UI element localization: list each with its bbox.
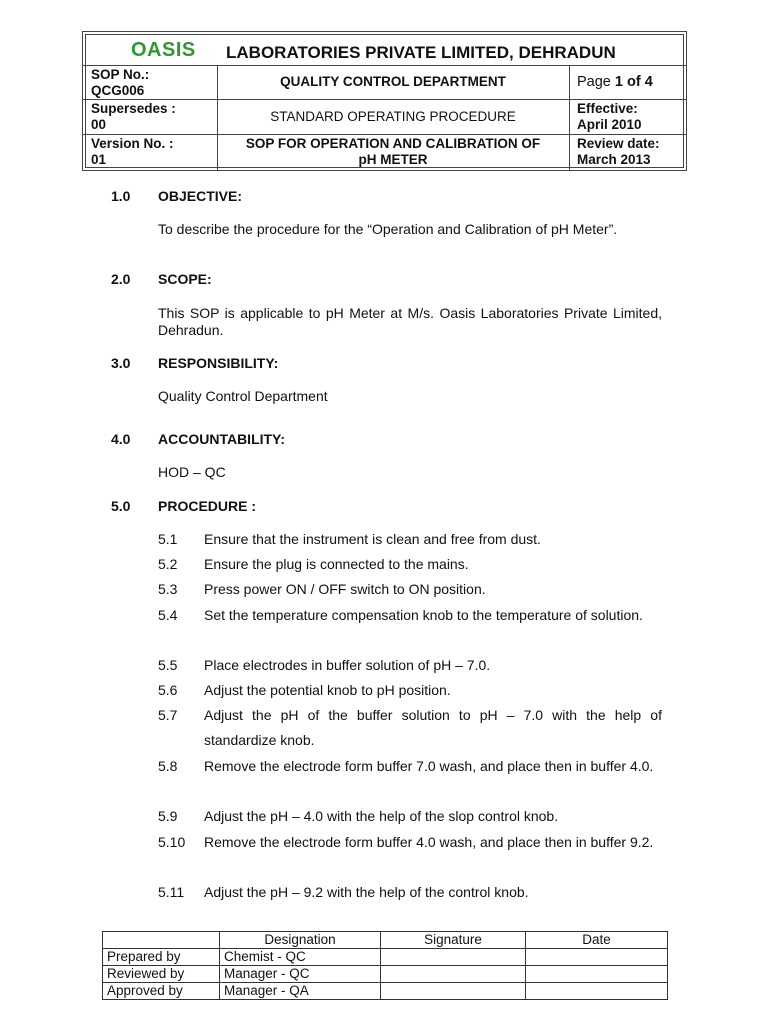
step-number: 5.3	[158, 581, 178, 597]
effective-date-cell	[577, 101, 642, 136]
signoff-row	[103, 949, 668, 966]
step-number: 5.11	[158, 884, 185, 900]
section-2-number: 2.0	[111, 271, 131, 287]
step-text: Adjust the pH – 4.0 with the help of the slop control knob.	[204, 808, 559, 824]
step-text: Adjust the potential knob to pH position.	[204, 682, 451, 698]
section-4-text: HOD – QC	[158, 464, 226, 480]
step-text: Set the temperature compensation knob to the temperature of solution.	[204, 607, 643, 623]
review-date-cell	[577, 136, 660, 171]
signoff-date	[526, 966, 668, 983]
signoff-header-cell: Signature	[381, 932, 526, 949]
section-2-text: This SOP is applicable to pH Meter at M/s. Oasis Laboratories Private Limited, Dehradun.	[158, 305, 662, 338]
signoff-role: Approved by	[103, 983, 220, 1000]
review-value: March 2013	[577, 152, 651, 167]
section-4-heading: ACCOUNTABILITY:	[158, 431, 286, 447]
step-number: 5.4	[158, 607, 178, 623]
signoff-role: Prepared by	[103, 949, 220, 966]
signoff-signature	[381, 949, 526, 966]
step-number: 5.10	[158, 834, 186, 850]
sop-number-cell	[91, 67, 149, 101]
sop-number-label: SOP No.:	[91, 67, 150, 82]
version-cell	[91, 136, 174, 171]
step-text: Ensure the plug is connected to the mains.	[204, 556, 469, 572]
step-text: Ensure that the instrument is clean and free from dust.	[204, 531, 541, 547]
step-number: 5.6	[158, 682, 178, 698]
effective-value: April 2010	[577, 117, 642, 132]
effective-label: Effective:	[577, 101, 638, 116]
version-value: 01	[91, 152, 107, 167]
step-number: 5.9	[158, 808, 178, 824]
signoff-header-cell: Date	[526, 932, 668, 949]
step-text: Remove the electrode form buffer 7.0 wash, and place then in buffer 4.0.	[204, 758, 654, 774]
signoff-date	[526, 949, 668, 966]
sop-title-cell	[217, 136, 569, 171]
step-text: Place electrodes in buffer solution of pH – 7.0.	[204, 657, 491, 673]
section-2-heading: SCOPE:	[158, 271, 212, 287]
sop-number-value: QCG006	[91, 83, 145, 98]
step-number: 5.8	[158, 758, 178, 774]
section-4-number: 4.0	[111, 431, 131, 447]
header-row-version	[83, 134, 686, 170]
signoff-header-cell: Designation	[220, 932, 381, 949]
section-3-text: Quality Control Department	[158, 388, 328, 404]
supersedes-value: 00	[91, 117, 107, 132]
step-number: 5.7	[158, 707, 178, 723]
header-title-row	[83, 35, 686, 65]
step-number: 5.5	[158, 657, 178, 673]
signoff-role: Reviewed by	[103, 966, 220, 983]
page-prefix: Page	[577, 74, 615, 90]
supersedes-cell	[91, 101, 176, 136]
section-5-heading: PROCEDURE :	[158, 498, 257, 514]
sop-title-line1: SOP FOR OPERATION AND CALIBRATION OF	[245, 136, 541, 151]
signoff-designation: Manager - QC	[220, 966, 381, 983]
department-cell: QUALITY CONTROL DEPARTMENT	[280, 74, 506, 89]
signoff-designation: Manager - QA	[220, 983, 381, 1000]
company-logo-text: OASIS	[131, 39, 196, 61]
signoff-row	[103, 966, 668, 983]
document-type-cell: STANDARD OPERATING PROCEDURE	[270, 109, 516, 124]
header-row-supersedes	[83, 99, 686, 135]
section-3-number: 3.0	[111, 355, 131, 371]
version-label: Version No. :	[91, 136, 174, 151]
company-name: LABORATORIES PRIVATE LIMITED, DEHRADUN	[226, 43, 616, 62]
step-text: Adjust the pH of the buffer solution to pH – 7.0 with the help of standardize knob.	[204, 707, 662, 748]
signoff-row	[103, 983, 668, 1000]
header-row-sop-number	[83, 65, 686, 100]
supersedes-label: Supersedes :	[91, 101, 176, 116]
step-text: Press power ON / OFF switch to ON position.	[204, 581, 486, 597]
sop-title-line2: pH METER	[358, 152, 428, 167]
section-1-number: 1.0	[111, 188, 131, 204]
signoff-signature	[381, 983, 526, 1000]
review-label: Review date:	[577, 136, 660, 151]
page-number: 1 of	[614, 74, 641, 90]
section-1-text: To describe the procedure for the “Operation and Calibration of pH Meter”.	[158, 221, 618, 237]
section-5-number: 5.0	[111, 498, 131, 514]
step-text: Adjust the pH – 9.2 with the help of the control knob.	[204, 884, 529, 900]
signoff-designation: Chemist - QC	[220, 949, 381, 966]
signoff-signature	[381, 966, 526, 983]
signoff-table	[102, 931, 668, 1000]
signoff-header-cell	[103, 932, 220, 949]
signoff-header-row	[103, 932, 668, 949]
page-total: 4	[640, 74, 653, 90]
section-3-heading: RESPONSIBILITY:	[158, 355, 279, 371]
step-number: 5.1	[158, 531, 178, 547]
document-header-table	[82, 31, 687, 171]
section-1-heading: OBJECTIVE:	[158, 188, 243, 204]
step-number: 5.2	[158, 556, 178, 572]
signoff-date	[526, 983, 668, 1000]
step-text: Remove the electrode form buffer 4.0 wash, and place then in buffer 9.2.	[204, 834, 654, 850]
